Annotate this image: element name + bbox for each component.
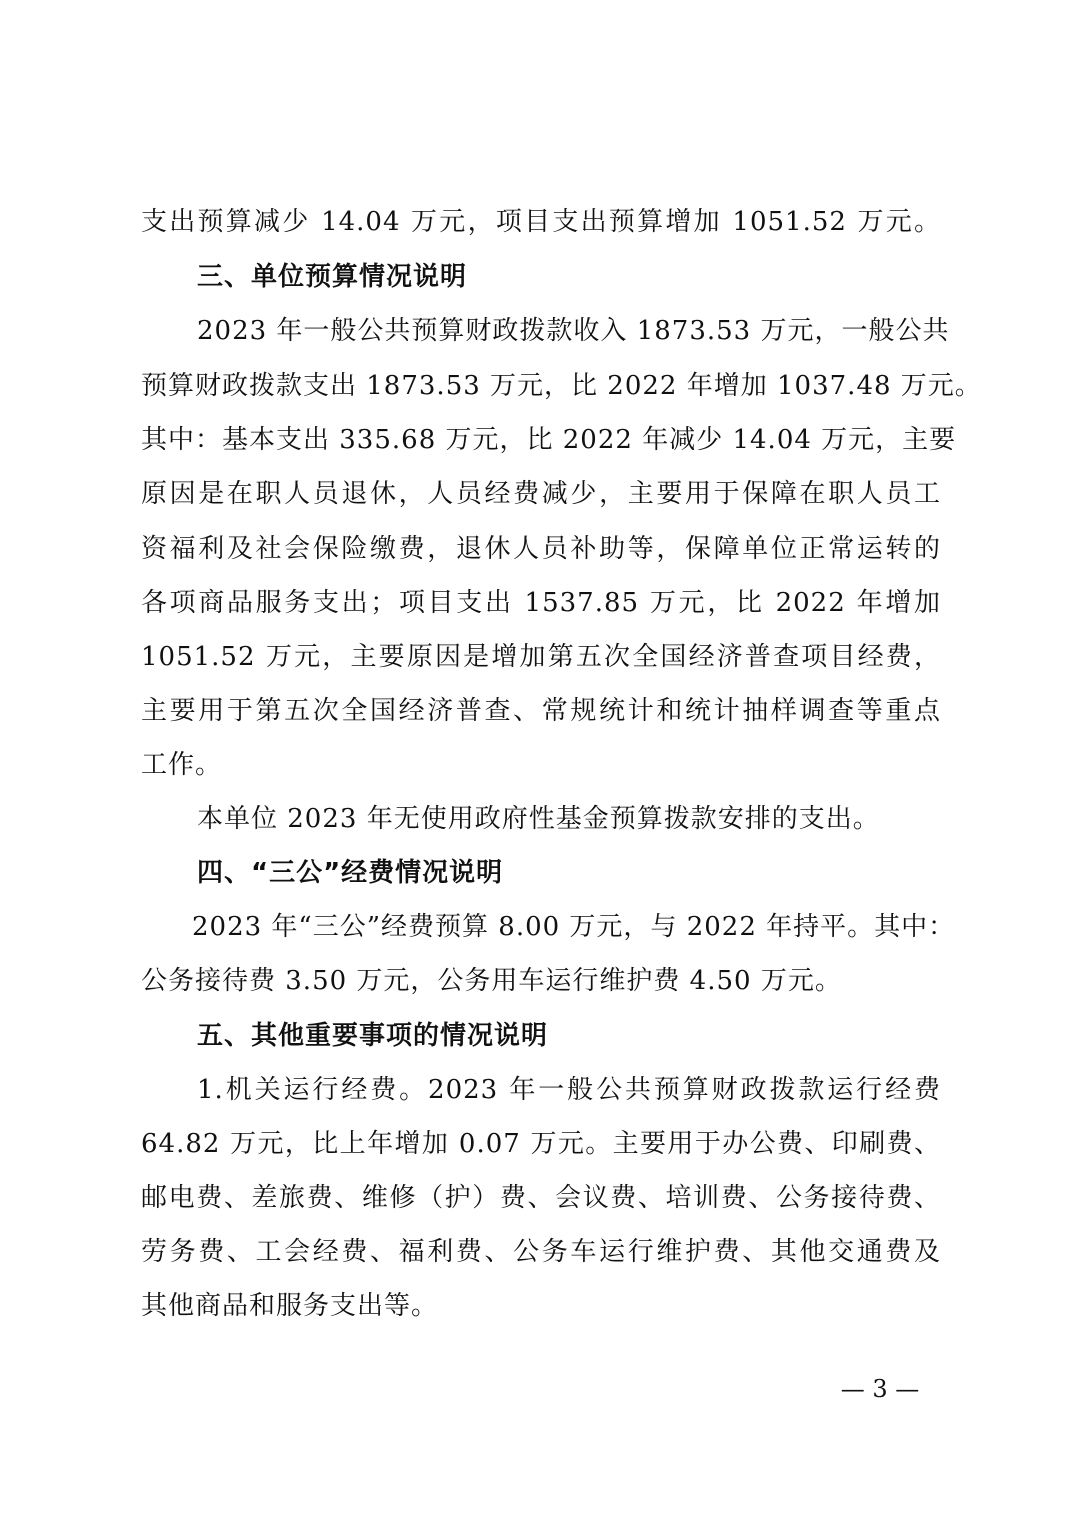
paragraph-line: 其中：基本支出 335.68 万元，比 2022 年减少 14.04 万元，主要 bbox=[141, 425, 957, 455]
paragraph-line: 公务接待费 3.50 万元，公务用车运行维护费 4.50 万元。 bbox=[141, 966, 842, 996]
section-heading-4: 四、“三公”经费情况说明 bbox=[197, 858, 504, 888]
paragraph-line: 劳务费、工会经费、福利费、公务车运行维护费、其他交通费及 bbox=[141, 1237, 941, 1267]
paragraph-line: 2023 年一般公共预算财政拨款收入 1873.53 万元，一般公共 bbox=[197, 316, 950, 346]
paragraph-line: 邮电费、差旅费、维修（护）费、会议费、培训费、公务接待费、 bbox=[141, 1183, 941, 1213]
paragraph-line: 工作。 bbox=[141, 750, 223, 780]
paragraph-line: 支出预算减少 14.04 万元，项目支出预算增加 1051.52 万元。 bbox=[141, 207, 941, 237]
paragraph-line: 1051.52 万元，主要原因是增加第五次全国经济普查项目经费， bbox=[141, 642, 941, 672]
paragraph-line: 64.82 万元，比上年增加 0.07 万元。主要用于办公费、印刷费、 bbox=[141, 1129, 941, 1159]
paragraph-line: 1.机关运行经费。2023 年一般公共预算财政拨款运行经费 bbox=[197, 1075, 941, 1105]
paragraph-line: 预算财政拨款支出 1873.53 万元，比 2022 年增加 1037.48 万元。 bbox=[141, 371, 982, 401]
paragraph-line: 各项商品服务支出；项目支出 1537.85 万元，比 2022 年增加 bbox=[141, 588, 941, 618]
paragraph-line: 其他商品和服务支出等。 bbox=[141, 1291, 439, 1321]
paragraph-line: 2023 年“三公”经费预算 8.00 万元，与 2022 年持平。其中： bbox=[192, 912, 956, 942]
paragraph-line: 资福利及社会保险缴费，退休人员补助等，保障单位正常运转的 bbox=[141, 534, 941, 564]
paragraph-line: 原因是在职人员退休，人员经费减少，主要用于保障在职人员工 bbox=[141, 479, 941, 509]
section-heading-3: 三、单位预算情况说明 bbox=[197, 262, 468, 292]
section-heading-5: 五、其他重要事项的情况说明 bbox=[197, 1021, 549, 1051]
paragraph-line: 本单位 2023 年无使用政府性基金预算拨款安排的支出。 bbox=[197, 804, 880, 834]
page-number: — 3 — bbox=[840, 1375, 920, 1403]
paragraph-line: 主要用于第五次全国经济普查、常规统计和统计抽样调查等重点 bbox=[141, 696, 941, 726]
